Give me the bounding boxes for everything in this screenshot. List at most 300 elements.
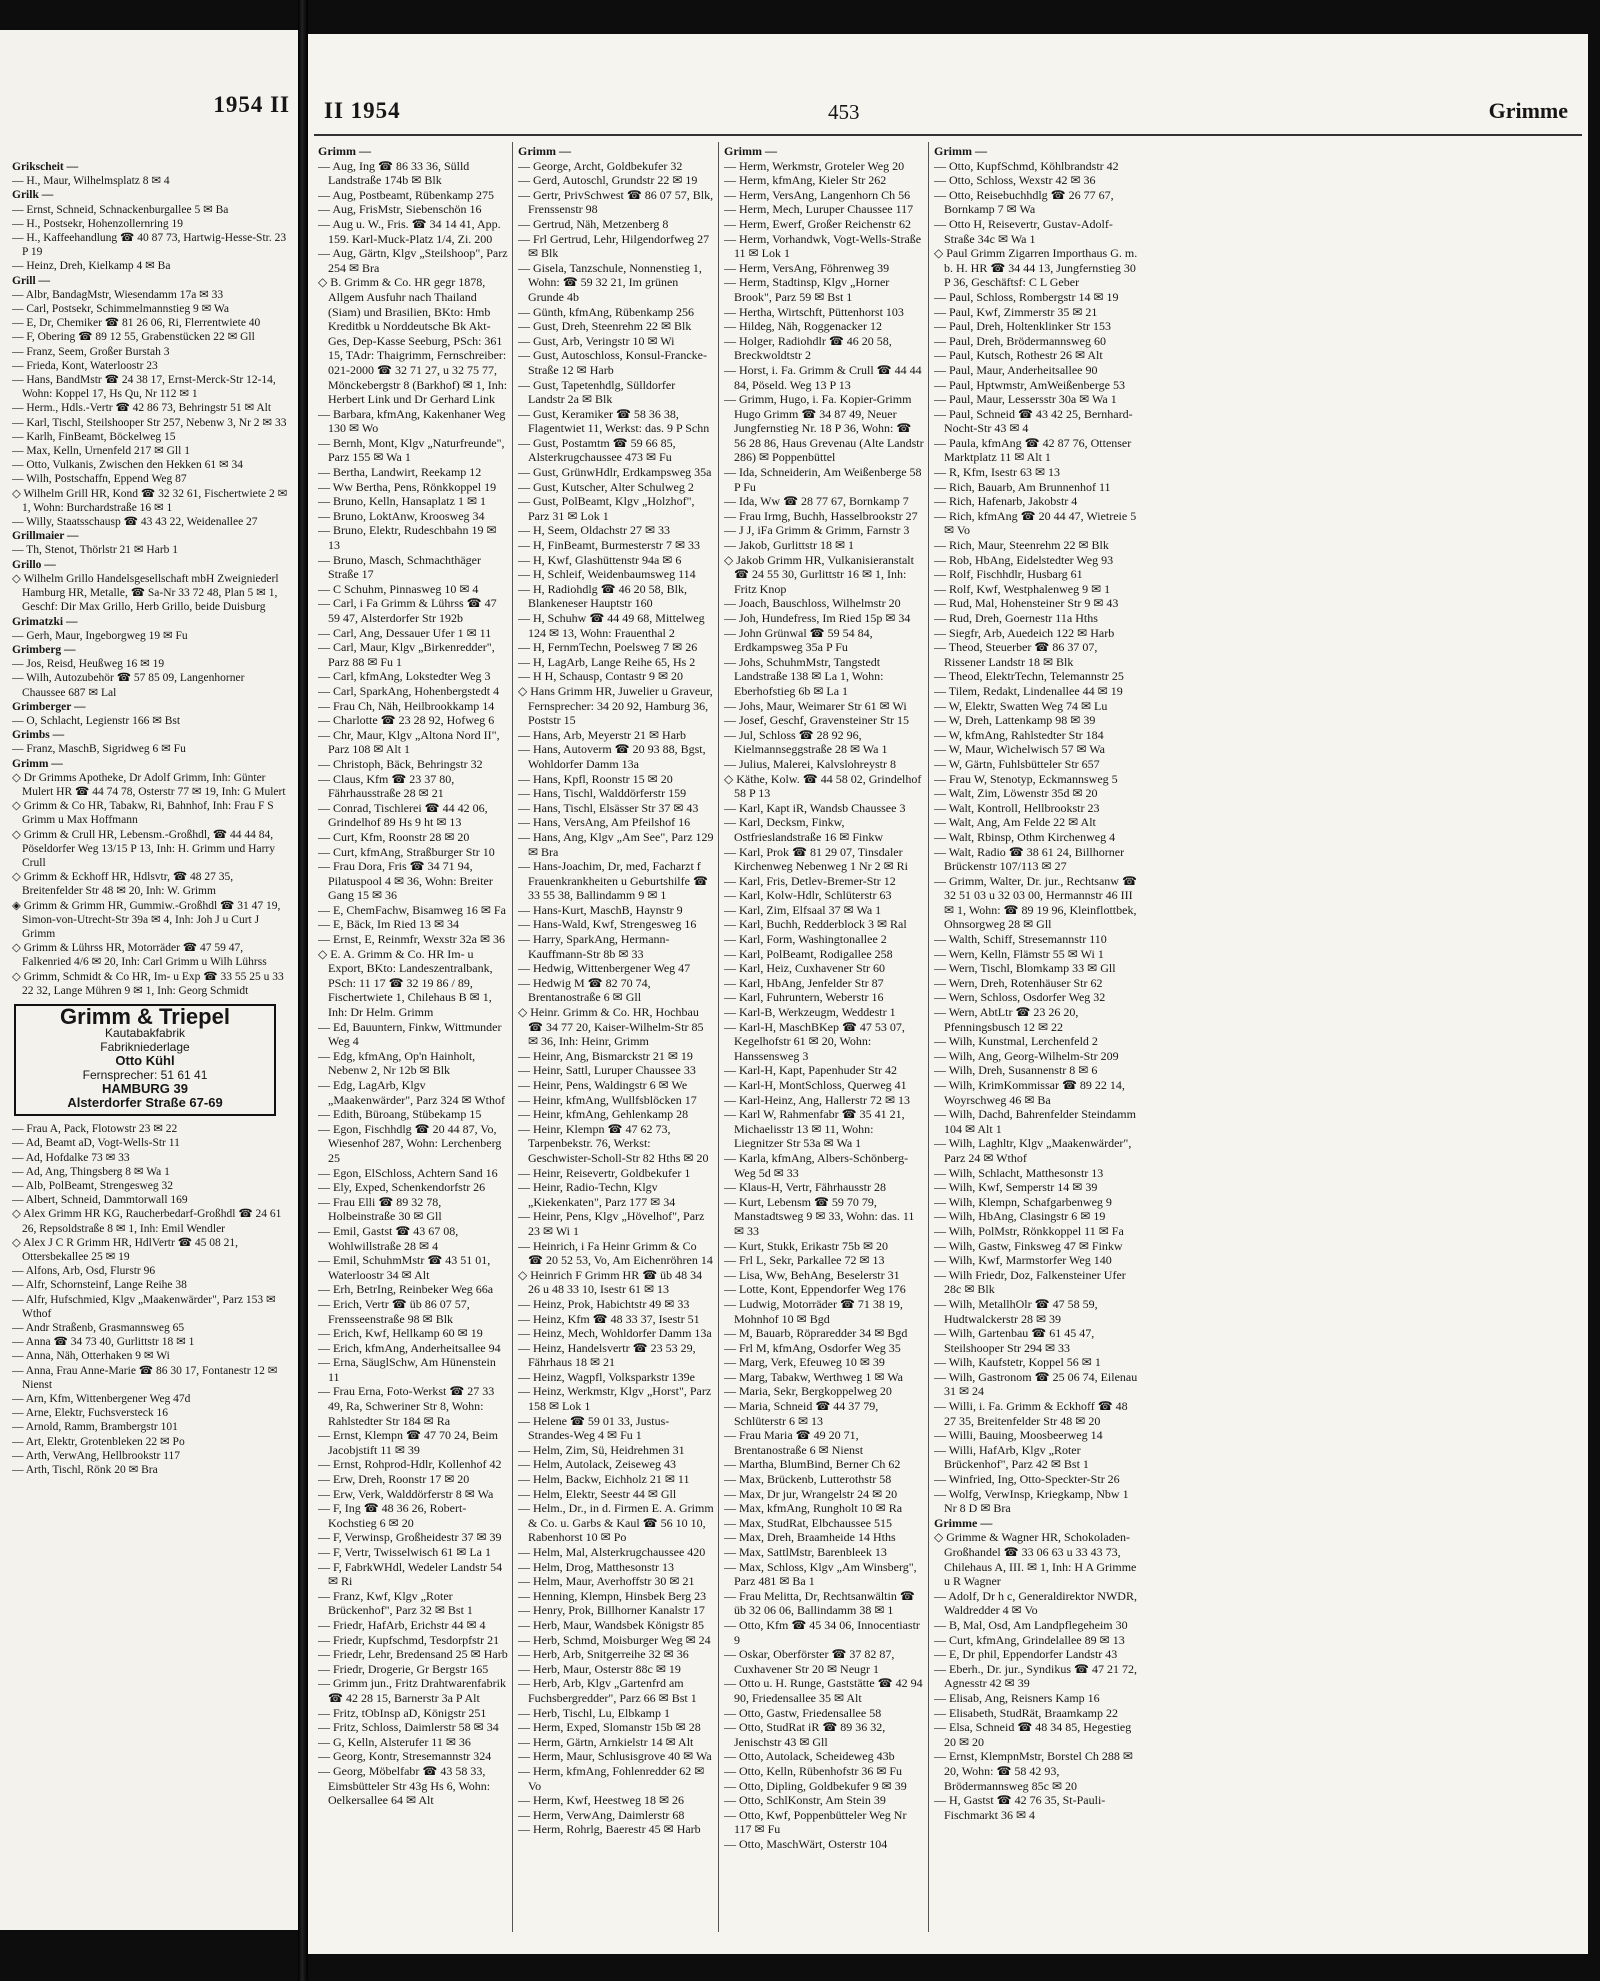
directory-entry: — Walt, Radio ☎ 38 61 24, Billhorner Brückenstr 107/113 ✉ 27 — [934, 844, 1125, 874]
directory-entry: — Helm, Zim, Sü, Heidrehmen 31 — [518, 1442, 685, 1457]
directory-entry: — Alb, PolBeamt, Strengesweg 32 — [12, 1180, 173, 1192]
directory-entry: — H, Gastst ☎ 42 76 35, St-Pauli-Fischmarkt 36 ✉ 4 — [934, 1793, 1106, 1822]
directory-entry: — Bernh, Mont, Klgv „Naturfreunde", Parz 155 ✉ Wa 1 — [318, 435, 505, 465]
directory-entry: — Herm, Maur, Schlusisgrove 40 ✉ Wa — [518, 1749, 712, 1764]
directory-entry: — Wilh, Autozubehör ☎ 57 85 09, Langenhorner Chaussee 687 ✉ Lal — [12, 672, 245, 699]
directory-entry: — Erw, Dreh, Roonstr 17 ✉ 20 — [318, 1472, 470, 1487]
directory-entry: — Grimm, Hugo, i. Fa. Kopier-Grimm Hugo Grimm ☎ 34 87 49, Neuer Jungfernstieg Nr. 18 P 36, Wohn: ☎ 56 28 86, Haus Grevenau (Alte Landstr 286) ✉ Poppenbüttel — [724, 392, 924, 465]
directory-entry: — E, ChemFachw, Bisamweg 16 ✉ Fa — [318, 902, 506, 917]
directory-entry: — Wilh, Gastronom ☎ 25 06 74, Eilenau 31 ✉ 24 — [934, 1369, 1138, 1399]
directory-entry: — Otto u. H. Runge, Gaststätte ☎ 42 94 90, Friedensallee 35 ✉ Alt — [724, 1676, 923, 1705]
directory-entry: — Karl, Fris, Detlev-Bremer-Str 12 — [724, 873, 896, 888]
directory-entry: — Wolfg, VerwInsp, Kriegkamp, Nbw 1 Nr 8 D ✉ Bra — [934, 1486, 1129, 1516]
directory-entry: — M, Bauarb, Röpraredder 34 ✉ Bgd — [724, 1326, 908, 1341]
directory-entry: — Aug, Postbeamt, Rübenkamp 275 — [318, 187, 494, 202]
directory-entry: — Jul, Schloss ☎ 28 92 96, Kielmannseggstraße 28 ✉ Wa 1 — [724, 727, 888, 757]
directory-entry: — Arth, Tischl, Rönk 20 ✉ Bra — [12, 1464, 158, 1477]
directory-entry: — Bruno, LoktAnw, Kroosweg 34 — [318, 508, 485, 523]
directory-entry: — Oskar, Oberförster ☎ 37 82 87, Cuxhavener Str 20 ✉ Neugr 1 — [724, 1647, 895, 1676]
directory-entry: — H, Schuhw ☎ 44 49 68, Mittelweg 124 ✉ 13, Wohn: Frauenthal 2 — [518, 611, 705, 640]
directory-entry: — Tilem, Redakt, Lindenallee 44 ✉ 19 — [934, 683, 1123, 698]
directory-entry: — Heinrich, i Fa Heinr Grimm & Co ☎ 20 52 53, Vo, Am Eichenröhren 14 — [518, 1238, 713, 1268]
directory-entry: — Aug, Gärtn, Klgv „Steilshoop", Parz 254 ✉ Bra — [318, 246, 508, 275]
directory-entry: — Heinr, kfmAng, Wullfsblöcken 17 — [518, 1092, 697, 1107]
directory-entry: — Maria, Sekr, Bergkoppelweg 20 — [724, 1384, 892, 1399]
directory-entry: — Herm, VerwAng, Daimlerstr 68 — [518, 1807, 685, 1822]
directory-entry: — E, Dr phil, Eppendorfer Landstr 43 — [934, 1647, 1118, 1662]
directory-entry: — Karl, Form, Washingtonallee 2 — [724, 932, 887, 947]
directory-entry: — Karla, kfmAng, Albers-Schönberg-Weg 5d ✉ 33 — [724, 1150, 909, 1180]
directory-entry: — Frieda, Kont, Waterloostr 23 — [12, 359, 158, 372]
directory-entry: — Wilh, Klempn, Schafgarbenweg 9 — [934, 1194, 1112, 1209]
directory-entry: — Maria, Schneid ☎ 44 37 79, Schlüterstr 6 ✉ 13 — [724, 1399, 879, 1428]
directory-entry: — Wilh, PolMstr, Rönkkoppel 11 ✉ Fa — [934, 1223, 1124, 1238]
directory-entry: — Max, Dr jur, Wrangelstr 24 ✉ 20 — [724, 1486, 898, 1501]
directory-entry: — Otto, Gastw, Friedensallee 58 — [724, 1705, 882, 1720]
directory-entry: — Art, Elektr, Grotenbleken 22 ✉ Po — [12, 1435, 185, 1448]
directory-entry: — Ad, Ang, Thingsberg 8 ✉ Wa 1 — [12, 1165, 170, 1178]
directory-entry: — Karl, Fuhruntern, Weberstr 16 — [724, 990, 884, 1005]
directory-entry: — Karl, Zim, Elfsaal 37 ✉ Wa 1 — [724, 902, 882, 917]
directory-entry: — Wern, Kelln, Flämstr 55 ✉ Wi 1 — [934, 946, 1104, 961]
advertisement-box — [14, 1004, 276, 1116]
directory-entry: — Winfried, Ing, Otto-Speckter-Str 26 — [934, 1472, 1120, 1487]
directory-entry: — Edg, kfmAng, Op'n Hainholt, Nebenw 2, Nr 12b ✉ Blk — [318, 1048, 476, 1078]
directory-entry: — Rich, Maur, Steenrehm 22 ✉ Blk — [934, 538, 1109, 553]
directory-entry: — W, Dreh, Lattenkamp 98 ✉ 39 — [934, 713, 1096, 728]
directory-entry: — Wern, Dreh, Rotenhäuser Str 62 — [934, 975, 1103, 990]
directory-entry: — Curt, kfmAng, Straßburger Str 10 — [318, 844, 495, 859]
directory-entry: — Fritz, tObInsp aD, Königstr 251 — [318, 1705, 487, 1720]
directory-entry: — Harry, SparkAng, Hermann-Kauffmann-Str 8b ✉ 33 — [518, 932, 670, 961]
directory-entry: — Otto, Kwf, Poppenbütteler Weg Nr 117 ✉ Fu — [724, 1807, 907, 1837]
directory-entry: — Ad, Beamt aD, Vogt-Wells-Str 11 — [12, 1137, 180, 1150]
directory-entry: — Ernst, Rohprod-Hdlr, Kollenhof 42 — [318, 1457, 502, 1472]
directory-entry: — Herm., Hdls.-Vertr ☎ 42 86 73, Behringstr 51 ✉ Alt — [12, 402, 272, 415]
directory-entry: — Otto, Autolack, Scheideweg 43b — [724, 1749, 895, 1764]
directory-entry: — Max, Brückenb, Lutterothstr 58 — [724, 1472, 892, 1487]
directory-entry: — Walt, Rbinsp, Othm Kirchenweg 4 — [934, 829, 1116, 844]
directory-entry: — Anna, Frau Anne-Marie ☎ 86 30 17, Fontanestr 12 ✉ Nienst — [12, 1364, 278, 1391]
catchword: Grimme — [1488, 98, 1568, 123]
directory-entry: — Helm, Mal, Alsterkrugchaussee 420 — [518, 1545, 706, 1559]
directory-entry: — Elsa, Schneid ☎ 48 34 85, Hegestieg 20 ✉ 20 — [934, 1720, 1132, 1749]
directory-entry: — G, Kelln, Alsterufer 11 ✉ 36 — [318, 1734, 471, 1749]
directory-entry: — H., Kaffeehandlung ☎ 40 87 73, Hartwig-Hesse-Str. 23 P 19 — [12, 232, 287, 259]
directory-entry: — Karl-Heinz, Ang, Hallerstr 72 ✉ 13 — [724, 1092, 911, 1107]
directory-entry: — Hans, Ang, Klgv „Am See", Parz 129 ✉ Bra — [518, 829, 714, 859]
directory-entry: — Gust, PolBeamt, Klgv „Holzhof", Parz 31 ✉ Lok 1 — [518, 494, 695, 523]
directory-entry: — Willi, HafArb, Klgv „Roter Brückenhof", Parz 42 ✉ Bst 1 — [934, 1442, 1089, 1472]
directory-entry: — E, Bäck, Im Ried 13 ✉ 34 — [318, 917, 460, 932]
directory-entry: — H, Schleif, Weidenbaumsweg 114 — [518, 567, 696, 582]
directory-entry: — Ely, Exped, Schenkendorfstr 26 — [318, 1180, 486, 1195]
directory-entry: — Friedr, Drogerie, Gr Bergstr 165 — [318, 1661, 489, 1676]
directory-entry: — Hans, Kpfl, Roonstr 15 ✉ 20 — [518, 771, 673, 786]
left-page — [0, 30, 298, 1930]
directory-entry: — Paul, Maur, Anderheitsallee 90 — [934, 362, 1098, 377]
directory-entry: — Wilh, Kaufstetr, Koppel 56 ✉ 1 — [934, 1355, 1101, 1370]
directory-entry: — Gerh, Maur, Ingeborgweg 19 ✉ Fu — [12, 629, 188, 642]
directory-entry: — F, Vertr, Twisselwisch 61 ✉ La 1 — [318, 1545, 491, 1559]
directory-page — [308, 34, 1588, 1954]
page-header — [308, 92, 1588, 132]
directory-entry: — Rolf, Fischhdlr, Husbarg 61 — [934, 567, 1083, 582]
directory-entry: — Ww Bertha, Pens, Rönkkoppel 19 — [318, 479, 497, 494]
directory-entry: — Otto, Vulkanis, Zwischen den Hekken 61 ✉ 34 — [12, 459, 244, 472]
directory-entry: — Franz, MaschB, Sigridweg 6 ✉ Fu — [12, 743, 186, 756]
directory-entry: — Heinr, Klempn ☎ 47 62 73, Tarpenbekstr. 76, Werkst: Geschwister-Scholl-Str 82 Hths ✉ 20 — [518, 1121, 709, 1165]
directory-column-3 — [724, 144, 924, 1924]
directory-entry: — Lotte, Kont, Eppendorfer Weg 176 — [724, 1282, 906, 1297]
directory-entry: — George, Archt, Goldbekufer 32 — [518, 158, 683, 173]
directory-entry: — Carl, Ang, Dessauer Ufer 1 ✉ 11 — [318, 625, 492, 640]
directory-entry: — Hans-Wald, Kwf, Strengesweg 16 — [518, 917, 697, 932]
directory-entry: — Wern, Schloss, Osdorfer Weg 32 — [934, 990, 1106, 1005]
directory-entry: — Gust, Autoschloss, Konsul-Francke-Straße 12 ✉ Harb — [518, 348, 707, 377]
directory-entry: — Paul, Dreh, Brödermannsweg 60 — [934, 333, 1106, 348]
directory-entry: — Hans, Autoverm ☎ 20 93 88, Bgst, Wohldorfer Damm 13a — [518, 742, 706, 771]
left-page-column — [12, 160, 290, 1930]
directory-entry: — Otto, Reisebuchhdlg ☎ 26 77 67, Bornkamp 7 ✉ Wa — [934, 187, 1114, 217]
directory-entry: — Karl-B, Werkzeugm, Weddestr 1 — [724, 1005, 896, 1020]
directory-entry: — Max, Kelln, Urnenfeld 217 ✉ Gll 1 — [12, 445, 190, 458]
directory-entry: — Gertrud, Näh, Metzenberg 8 — [518, 216, 669, 231]
directory-entry: — Willi, i. Fa. Grimm & Eckhoff ☎ 48 27 35, Breitenfelder Str 48 ✉ 20 — [934, 1399, 1128, 1428]
directory-entry: — Edg, LagArb, Klgv „Maakenwärder", Parz 324 ✉ Wthof — [318, 1078, 505, 1107]
directory-entry: — Kurt, Stukk, Erikastr 75b ✉ 20 — [724, 1238, 889, 1253]
directory-entry: — Herm, Exped, Slomanstr 15b ✉ 28 — [518, 1720, 701, 1735]
directory-entry: — Ida, Ww ☎ 28 77 67, Bornkamp 7 — [724, 494, 909, 509]
directory-entry: — Otto, Schloss, Wexstr 42 ✉ 36 — [934, 173, 1096, 188]
directory-entry: Grimm — — [724, 144, 777, 158]
directory-entry: — Franz, Kwf, Klgv „Roter Brückenhof", Parz 32 ✉ Bst 1 — [318, 1588, 473, 1618]
directory-entry: — Frau Elli ☎ 89 32 78, Holbeinstraße 30 ✉ Gll — [318, 1194, 442, 1224]
directory-entry: — Helm., Dr., in d. Firmen E. A. Grimm & Co. u. Garbs & Kaul ☎ 56 10 10, Rabenhorst 10 ✉ Po — [518, 1501, 714, 1545]
directory-entry: — Karl, Heiz, Cuxhavener Str 60 — [724, 961, 885, 976]
directory-entry: — Gerd, Autoschl, Grundstr 22 ✉ 19 — [518, 173, 698, 188]
page-number: 453 — [828, 100, 860, 124]
directory-entry: — Josef, Geschf, Gravensteiner Str 15 — [724, 713, 909, 728]
directory-entry: — Helm, Backw, Eichholz 21 ✉ 11 — [518, 1472, 690, 1487]
directory-entry: — W, Elektr, Swatten Weg 74 ✉ Lu — [934, 698, 1108, 713]
directory-entry: — Max, Schloss, Klgv „Am Winsberg", Parz 481 ✉ Ba 1 — [724, 1559, 917, 1589]
directory-entry: ◇ Hans Grimm HR, Juwelier u Graveur, Fernsprecher: 34 20 92, Hamburg 36, Poststr 15 — [518, 683, 713, 728]
directory-entry: — Siegfr, Arb, Auedeich 122 ✉ Harb — [934, 625, 1115, 640]
directory-entry: — H, FernmTechn, Poelsweg 7 ✉ 26 — [518, 640, 698, 655]
directory-entry: — Franz, Seem, Großer Burstah 3 — [12, 345, 170, 358]
directory-entry: — Walt, Ang, Am Felde 22 ✉ Alt — [934, 815, 1096, 830]
directory-entry: — Ida, Schneiderin, Am Weißenberge 58 P Fu — [724, 465, 922, 494]
directory-entry: ◇ Wilhelm Grill HR, Kond ☎ 32 32 61, Fischertwiete 2 ✉ 1, Wohn: Burchardstraße 16 ✉ 1 — [12, 487, 288, 514]
directory-entry: ◇ Alex J C R Grimm HR, HdlVertr ☎ 45 08 21, Ottersbekallee 25 ✉ 19 — [12, 1236, 239, 1264]
directory-entry: — Heinz, Wagpfl, Volksparkstr 139e — [518, 1369, 696, 1384]
directory-entry: — Joach, Bauschloss, Wilhelmstr 20 — [724, 596, 901, 611]
directory-entry: ◇ Wilhelm Grillo Handelsgesellschaft mbH Zweigniederl Hamburg HR, Metalle, ☎ Sa-Nr 33 72 48, Plan 5 ✉ 1, Geschf: Dir Max Grillo, Herb Grillo, beide Duisburg — [12, 572, 279, 614]
directory-entry: — Anna ☎ 34 73 40, Gurlittstr 18 ✉ 1 — [12, 1336, 195, 1349]
directory-entry: Grillo — — [12, 558, 56, 571]
directory-entry: — F, Verwinsp, Großheidestr 37 ✉ 39 — [318, 1530, 502, 1545]
directory-entry: — Charlotte ☎ 23 28 92, Hofweg 6 — [318, 713, 495, 728]
directory-entry: — Aug, Ing ☎ 86 33 36, Sülld Landstraße 174b ✉ Blk — [318, 158, 470, 188]
directory-entry: — Herm, Werkmstr, Groteler Weg 20 — [724, 158, 905, 173]
directory-entry: — Carl, Maur, Klgv „Birkenredder", Parz 88 ✉ Fu 1 — [318, 640, 495, 669]
column-divider — [512, 142, 513, 1932]
directory-entry: Grimm — — [318, 144, 371, 158]
running-head: II 1954 — [324, 98, 401, 123]
directory-entry: — Rolf, Kwf, Westphalenweg 9 ✉ 1 — [934, 581, 1111, 596]
directory-entry: — Horst, i. Fa. Grimm & Crull ☎ 44 44 84, Pöseld. Weg 13 P 13 — [724, 362, 922, 392]
directory-entry: — Georg, Kontr, Stresemannstr 324 — [318, 1749, 492, 1764]
directory-entry: Grimatzki — — [12, 615, 78, 628]
directory-entry: — Herm, Stadtinsp, Klgv „Horner Brook", Parz 59 ✉ Bst 1 — [724, 275, 890, 304]
directory-entry: — Herb, Arb, Snitgerreihe 32 ✉ 36 — [518, 1647, 689, 1662]
directory-entry: — Arnold, Ramm, Brambergstr 101 — [12, 1421, 178, 1434]
directory-entry: — Curt, kfmAng, Grindelallee 89 ✉ 13 — [934, 1632, 1125, 1647]
directory-entry: — Johs, Maur, Weimarer Str 61 ✉ Wi — [724, 698, 907, 713]
directory-entry: — Karl-H, Kapt, Papenhuder Str 42 — [724, 1063, 897, 1078]
directory-entry: Grimm — — [12, 757, 63, 770]
directory-entry: ◇ Grimme & Wagner HR, Schokoladen-Großhandel ☎ 33 06 63 u 33 43 73, Chilehaus A, III. ✉ 1, Inh: H A Grimme u R Wagner — [934, 1530, 1137, 1589]
directory-entry: Grimm — — [934, 144, 987, 158]
directory-entry: — Carl, Postsekr, Schimmelmannstieg 9 ✉ Wa — [12, 303, 229, 316]
directory-entry: — J J, iFa Grimm & Grimm, Farnstr 3 — [724, 523, 910, 538]
directory-entry: — Wern, AbtLtr ☎ 23 26 20, Pfenningsbusch 12 ✉ 22 — [934, 1005, 1079, 1034]
directory-entry: — Günth, kfmAng, Rübenkamp 256 — [518, 304, 694, 319]
directory-entry: — John Grünwal ☎ 59 54 84, Erdkampsweg 35a P Fu — [724, 625, 873, 655]
directory-entry: ◈ Grimm & Grimm HR, Gummiw.-Großhdl ☎ 31 47 19, Simon-von-Utrecht-Str 39a ✉ 4, Inh: Joh J u Curt J Grimm — [12, 899, 281, 940]
directory-entry: — Hedwig, Wittenbergener Weg 47 — [518, 961, 691, 976]
directory-entry: — Hildeg, Näh, Roggenacker 12 — [724, 319, 882, 334]
advertisement-line3: Otto Kühl — [115, 1053, 175, 1069]
book-gutter — [298, 0, 308, 1981]
directory-entry: — Helm, Drog, Matthesonstr 13 — [518, 1559, 674, 1574]
directory-entry: — Wilh, Dreh, Susannenstr 8 ✉ 6 — [934, 1063, 1098, 1078]
directory-entry: — Elisabeth, StudRät, Braamkamp 22 — [934, 1705, 1118, 1720]
directory-entry: — Max, Dreh, Braamheide 14 Hths — [724, 1530, 896, 1545]
directory-entry: — Otto H, Reisevertr, Gustav-Adolf-Straße 34c ✉ Wa 1 — [934, 216, 1113, 246]
directory-entry: — Heinz, Mech, Wohldorfer Damm 13a — [518, 1326, 712, 1341]
directory-entry: — Jakob, Gurlittstr 18 ✉ 1 — [724, 538, 855, 553]
directory-entry: ◇ Grimm & Crull HR, Lebensm.-Großhdl, ☎ 44 44 84, Pöseldorfer Weg 13/15 P 13, Inh: H. Grimm und Harry Crull — [12, 828, 275, 869]
directory-entry: — Frl L, Sekr, Parkallee 72 ✉ 13 — [724, 1253, 885, 1268]
directory-entry: — Julius, Malerei, Kalvslohreystr 8 — [724, 756, 896, 771]
directory-entry: — Th, Stenot, Thörlstr 21 ✉ Harb 1 — [12, 544, 179, 557]
directory-entry: — Fritz, Schloss, Daimlerstr 58 ✉ 34 — [318, 1720, 499, 1735]
directory-entry: — Frau Erna, Foto-Werkst ☎ 27 33 49, Ra, Schweriner Str 8, Wohn: Rahlstedter Str 184 ✉ Ra — [318, 1384, 495, 1428]
directory-entry: — Paul, Kutsch, Rothestr 26 ✉ Alt — [934, 348, 1103, 363]
directory-entry: — Frl M, kfmAng, Osdorfer Weg 35 — [724, 1340, 901, 1355]
directory-entry: — Otto, Kfm ☎ 45 34 06, Innocentiastr 9 — [724, 1617, 920, 1647]
header-rule — [314, 134, 1582, 136]
directory-entry: — Max, SattlMstr, Barenbleek 13 — [724, 1545, 887, 1559]
advertisement-line5: HAMBURG 39 — [102, 1081, 188, 1097]
directory-entry: — Bertha, Landwirt, Reekamp 12 — [318, 465, 482, 480]
directory-entry: — W, Gärtn, Fuhlsbütteler Str 657 — [934, 756, 1100, 771]
directory-entry: — Hans, Arb, Meyerstr 21 ✉ Harb — [518, 727, 687, 742]
directory-entry: ◇ Heinrich F Grimm HR ☎ üb 48 34 26 u 48 33 10, Isestr 61 ✉ 13 — [518, 1267, 703, 1297]
directory-entry: — Rich, kfmAng ☎ 20 44 47, Wietreie 5 ✉ Vo — [934, 508, 1137, 538]
directory-entry: — Rich, Bauarb, Am Brunnenhof 11 — [934, 479, 1111, 494]
directory-entry: — Gust, Dreh, Steenrehm 22 ✉ Blk — [518, 319, 692, 334]
directory-entry: — Wern, Tischl, Blomkamp 33 ✉ Gll — [934, 961, 1116, 976]
directory-entry: — Frau Melitta, Dr, Rechtsanwältin ☎ üb 32 06 06, Ballindamm 38 ✉ 1 — [724, 1588, 915, 1618]
directory-entry: — Theod, Steuerber ☎ 86 37 07, Rissener Landstr 18 ✉ Blk — [934, 640, 1098, 669]
directory-entry: — Edith, Büroang, Stübekamp 15 — [318, 1107, 482, 1122]
directory-entry: — Herb, Arb, Klgv „Gartenfrd am Fuchsbergredder", Parz 66 ✉ Bst 1 — [518, 1676, 697, 1705]
directory-entry: ◇ Grimm, Schmidt & Co HR, Im- u Exp ☎ 33 55 25 u 33 22 32, Lange Mühren 9 ✉ 1, Inh: Georg Schmidt — [12, 970, 284, 997]
directory-entry: ◇ Grimm & Lührss HR, Motorräder ☎ 47 59 47, Falkenried 4/6 ✉ 20, Inh: Carl Grimm u Wilh Lührss — [12, 942, 267, 969]
directory-entry: — Willi, Bauing, Moosbeerweg 14 — [934, 1428, 1103, 1443]
directory-entry: — Arth, VerwAng, Hellbrookstr 117 — [12, 1449, 181, 1462]
directory-entry: — Emil, SchuhmMstr ☎ 43 51 01, Waterloostr 34 ✉ Alt — [318, 1253, 491, 1282]
directory-entry: — H, Kwf, Glashüttenstr 94a ✉ 6 — [518, 552, 682, 567]
directory-entry: — Hans-Kurt, MaschB, Haynstr 9 — [518, 902, 683, 917]
directory-entry: — Marg, Tabakw, Werthweg 1 ✉ Wa — [724, 1369, 903, 1384]
directory-entry: — Erw, Verk, Walddörferstr 8 ✉ Wa — [318, 1486, 494, 1501]
directory-entry: — Ludwig, Motorräder ☎ 71 38 19, Mohnhof 10 ✉ Bgd — [724, 1296, 903, 1326]
directory-entry: — Karl, Prok ☎ 81 29 07, Tinsdaler Kirchenweg Nebenweg 1 Nr 2 ✉ Ri — [724, 844, 909, 874]
directory-entry: — Gust, Kutscher, Alter Schulweg 2 — [518, 479, 694, 494]
directory-entry: — Helm, Autolack, Zeiseweg 43 — [518, 1457, 676, 1472]
directory-entry: — Erich, Vertr ☎ üb 86 07 57, Frensseenstraße 98 ✉ Blk — [318, 1296, 470, 1326]
directory-entry: — Chr, Maur, Klgv „Altona Nord II", Parz 108 ✉ Alt 1 — [318, 727, 500, 757]
directory-entry: — Heinr, Pens, Klgv „Hövelhof", Parz 23 ✉ Wi 1 — [518, 1209, 705, 1238]
directory-entry: — Wilh, Gartenbau ☎ 61 45 47, Steilshooper Str 294 ✉ 33 — [934, 1326, 1095, 1355]
directory-entry: — Paul, Hptwmstr, AmWeißenberge 53 — [934, 377, 1125, 392]
directory-entry: — Paul, Dreh, Holtenklinker Str 153 — [934, 319, 1111, 334]
directory-entry: — Martha, BlumBind, Berner Ch 62 — [724, 1457, 901, 1472]
directory-entry: — Andr Straßenb, Grasmannsweg 65 — [12, 1322, 185, 1335]
directory-entry: — H, LagArb, Lange Reihe 65, Hs 2 — [518, 654, 696, 669]
directory-entry: — Herm, kfmAng, Kieler Str 262 — [724, 173, 887, 188]
directory-entry: — Klaus-H, Vertr, Fährhausstr 28 — [724, 1180, 886, 1195]
directory-entry: — Theod, ElektrTechn, Telemannstr 25 — [934, 669, 1124, 684]
directory-entry: — Gust, Postamtm ☎ 59 66 85, Alsterkrugchaussee 473 ✉ Fu — [518, 435, 676, 465]
directory-entry: — Christoph, Bäck, Behringstr 32 — [318, 756, 483, 771]
directory-entry: — Ernst, E, Reinmfr, Wexstr 32a ✉ 36 — [318, 932, 506, 947]
directory-column-1 — [318, 144, 508, 1924]
directory-entry: — Claus, Kfm ☎ 23 37 80, Fährhausstraße 28 ✉ 21 — [318, 771, 455, 801]
directory-entry: — Herm, Mech, Luruper Chaussee 117 — [724, 202, 914, 217]
directory-entry: — Friedr, Kupfschmd, Tesdorpfstr 21 — [318, 1632, 500, 1647]
directory-entry: — Egon, ElSchloss, Achtern Sand 16 — [318, 1165, 498, 1180]
directory-entry: — Heinz, Dreh, Kielkamp 4 ✉ Ba — [12, 260, 171, 273]
directory-entry: — Herb, Maur, Osterstr 88c ✉ 19 — [518, 1661, 681, 1676]
left-running-head: 1954 II — [213, 92, 290, 117]
directory-entry: ◇ Grimm & Co HR, Tabakw, Ri, Bahnhof, Inh: Frau F S Grimm u Max Hoffmann — [12, 800, 274, 827]
directory-entry: Grillmaier — — [12, 530, 79, 543]
directory-entry: — Helm, Maur, Averhoffstr 30 ✉ 21 — [518, 1574, 695, 1589]
directory-entry: — Bruno, Elektr, Rudeschbahn 19 ✉ 13 — [318, 523, 497, 553]
directory-entry: — B, Mal, Osd, Am Landpflegeheim 30 — [934, 1617, 1128, 1632]
directory-entry: — Otto, KupfSchmd, Köhlbrandstr 42 — [934, 158, 1119, 173]
directory-entry: ◇ Jakob Grimm HR, Vulkanisieranstalt ☎ 24 55 30, Gurlittstr 16 ✉ 1, Inh: Fritz Knop — [724, 552, 914, 596]
directory-entry: — Albert, Schneid, Dammtorwall 169 — [12, 1194, 188, 1207]
directory-entry: — Jos, Reisd, Heußweg 16 ✉ 19 — [12, 658, 165, 671]
advertisement-title: Grimm & Triepel — [60, 1003, 230, 1029]
directory-entry: — Heinr, Pens, Waldingstr 6 ✉ We — [518, 1078, 688, 1092]
directory-entry: ◇ Heinr. Grimm & Co. HR, Hochbau ☎ 34 77 20, Kaiser-Wilhelm-Str 85 ✉ 36, Inh: Heinr, Grimm — [518, 1005, 704, 1049]
directory-entry: — Ernst, Schneid, Schnackenburgallee 5 ✉ Ba — [12, 203, 229, 216]
directory-entry: — H, Seem, Oldachstr 27 ✉ 33 — [518, 523, 671, 538]
directory-entry: — Herm, Gärtn, Arnkielstr 14 ✉ Alt — [518, 1734, 694, 1749]
directory-entry: — Frau Irmg, Buchh, Hasselbrookstr 27 — [724, 508, 918, 523]
directory-entry: — Willy, Staatsschausp ☎ 43 43 22, Weidenallee 27 — [12, 516, 258, 529]
directory-entry: — Paul, Schloss, Rombergstr 14 ✉ 19 — [934, 289, 1119, 304]
directory-entry: Grilk — — [12, 189, 54, 202]
directory-entry: — Erh, BetrIng, Reinbeker Weg 66a — [318, 1282, 494, 1297]
directory-entry: — Max, StudRat, Elbchaussee 515 — [724, 1515, 892, 1530]
directory-entry: — O, Schlacht, Legienstr 166 ✉ Bst — [12, 714, 181, 727]
directory-entry: — Aug, FrisMstr, Siebenschön 16 — [318, 202, 482, 217]
directory-entry: — Hans, Tischl, Walddörferstr 159 — [518, 786, 687, 801]
directory-entry: — Gust, GrünwHdlr, Erdkampsweg 35a — [518, 465, 712, 480]
directory-entry: — Henning, Klempn, Hinsbek Berg 23 — [518, 1588, 707, 1603]
directory-entry: — Friedr, HafArb, Erichstr 44 ✉ 4 — [318, 1617, 486, 1632]
directory-entry: — Wilh, Kwf, Marmstorfer Weg 140 — [934, 1253, 1112, 1268]
directory-entry: — Wilh, Postschaffn, Eppend Weg 87 — [12, 473, 187, 486]
directory-entry: — Heinr, Sattl, Luruper Chaussee 33 — [518, 1063, 696, 1078]
directory-entry: — Erna, SäuglSchw, Am Hünenstein 11 — [318, 1355, 496, 1384]
advertisement-line4: Fernsprecher: 51 61 41 — [82, 1068, 208, 1083]
directory-entry: — Karl, Tischl, Steilshooper Str 257, Nebenw 3, Nr 2 ✉ 33 — [12, 416, 287, 429]
directory-entry: — H H, Schausp, Contastr 9 ✉ 20 — [518, 669, 684, 684]
directory-entry: — Wilh, Kunstmal, Lerchenfeld 2 — [934, 1034, 1098, 1049]
directory-entry: — Aug u. W., Fris. ☎ 34 14 41, App. 159. Karl-Muck-Platz 1/4, Zi. 200 — [318, 216, 501, 246]
directory-entry: — Marg, Verk, Efeuweg 10 ✉ 39 — [724, 1355, 885, 1370]
directory-entry: — H, FinBeamt, Burmesterstr 7 ✉ 33 — [518, 538, 701, 553]
directory-entry: — Alfr, Schornsteinf, Lange Reihe 38 — [12, 1279, 187, 1292]
directory-entry: — Egon, Fischhdlg ☎ 20 44 87, Vo, Wiesenhof 287, Wohn: Lerchenberg 25 — [318, 1121, 502, 1165]
directory-entry: — Herm, Rohrlg, Baerestr 45 ✉ Harb — [518, 1822, 701, 1837]
directory-entry: — Gust, Arb, Veringstr 10 ✉ Wi — [518, 333, 675, 348]
directory-entry: — E, Dr, Chemiker ☎ 81 26 06, Ri, Flerrentwiete 40 — [12, 317, 261, 330]
directory-entry: — Karl, Decksm, Finkw, Ostfrieslandstraße 16 ✉ Finkw — [724, 815, 884, 844]
directory-entry: — Paul, Kwf, Zimmerstr 35 ✉ 21 — [934, 304, 1098, 319]
directory-entry: — Herm, kfmAng, Fohlenredder 62 ✉ Vo — [518, 1763, 705, 1793]
directory-entry: — Heinr, Ang, Bismarckstr 21 ✉ 19 — [518, 1048, 693, 1063]
directory-entry: — Wilh, Gastw, Finksweg 47 ✉ Finkw — [934, 1238, 1123, 1253]
directory-entry: Grimberg — — [12, 643, 76, 656]
directory-entry: — Max, kfmAng, Rungholt 10 ✉ Ra — [724, 1501, 903, 1516]
directory-entry: — Karl, HbAng, Jenfelder Str 87 — [724, 975, 884, 990]
directory-entry: — Walt, Kontroll, Hellbrookstr 23 — [934, 800, 1100, 815]
directory-entry: — Heinr, kfmAng, Gehlenkamp 28 — [518, 1107, 689, 1122]
directory-column-2 — [518, 144, 714, 1924]
directory-entry: — Grimm, Walter, Dr. jur., Rechtsanw ☎ 32 51 03 u 32 03 00, Hermannstr 46 III ✉ 1, Wohn: ☎ 89 19 96, Kleinflottbek, Ohnsorgweg 28 ✉ Gll — [934, 873, 1137, 932]
directory-entry: — Ed, Bauuntern, Finkw, Wittmunder Weg 4 — [318, 1019, 502, 1049]
directory-entry: Grill — — [12, 274, 51, 287]
directory-entry: — Ad, Hofdalke 73 ✉ 33 — [12, 1151, 130, 1164]
directory-entry: — Joh, Hundefress, Im Ried 15p ✉ 34 — [724, 611, 911, 625]
directory-entry: Grimberger — — [12, 700, 86, 713]
directory-entry: Grimm — — [518, 144, 571, 158]
directory-entry: — Hans-Joachim, Dr, med, Facharzt f Frauenkrankheiten u Geburtshilfe ☎ 33 55 38, Ballindamm 9 ✉ 1 — [518, 859, 708, 903]
directory-entry: — Hans, VersAng, Am Pfeilshof 16 — [518, 815, 691, 830]
directory-entry: — Carl, i Fa Grimm & Lührss ☎ 47 59 47, Alsterdorfer Str 192b — [318, 596, 497, 625]
directory-entry: — Gertr, PrivSchwest ☎ 86 07 57, Blk, Frenssenstr 98 — [518, 187, 714, 217]
advertisement-line2: Fabrikniederlage — [100, 1040, 190, 1055]
directory-entry: — Gust, Keramiker ☎ 58 36 38, Flagentwiet 11, Werkst: das. 9 P Schn — [518, 406, 710, 436]
directory-entry: — Frau Maria ☎ 49 20 71, Brentanostraße 6 ✉ Nienst — [724, 1428, 864, 1457]
directory-entry: — Frau Ch, Näh, Heilbrookkamp 14 — [318, 698, 495, 713]
directory-entry: — Henry, Prok, Billhorner Kanalstr 17 — [518, 1603, 705, 1618]
directory-entry: — Gust, Tapetenhdlg, Sülldorfer Landstr 2a ✉ Blk — [518, 377, 676, 407]
directory-entry: — Karl, Kolw-Hdlr, Schlüterstr 63 — [724, 888, 892, 903]
directory-entry: — Heinz, Kfm ☎ 48 33 37, Isestr 51 — [518, 1311, 700, 1326]
directory-entry: — Heinz, Werkmstr, Klgv „Horst", Parz 158 ✉ Lok 1 — [518, 1384, 712, 1414]
